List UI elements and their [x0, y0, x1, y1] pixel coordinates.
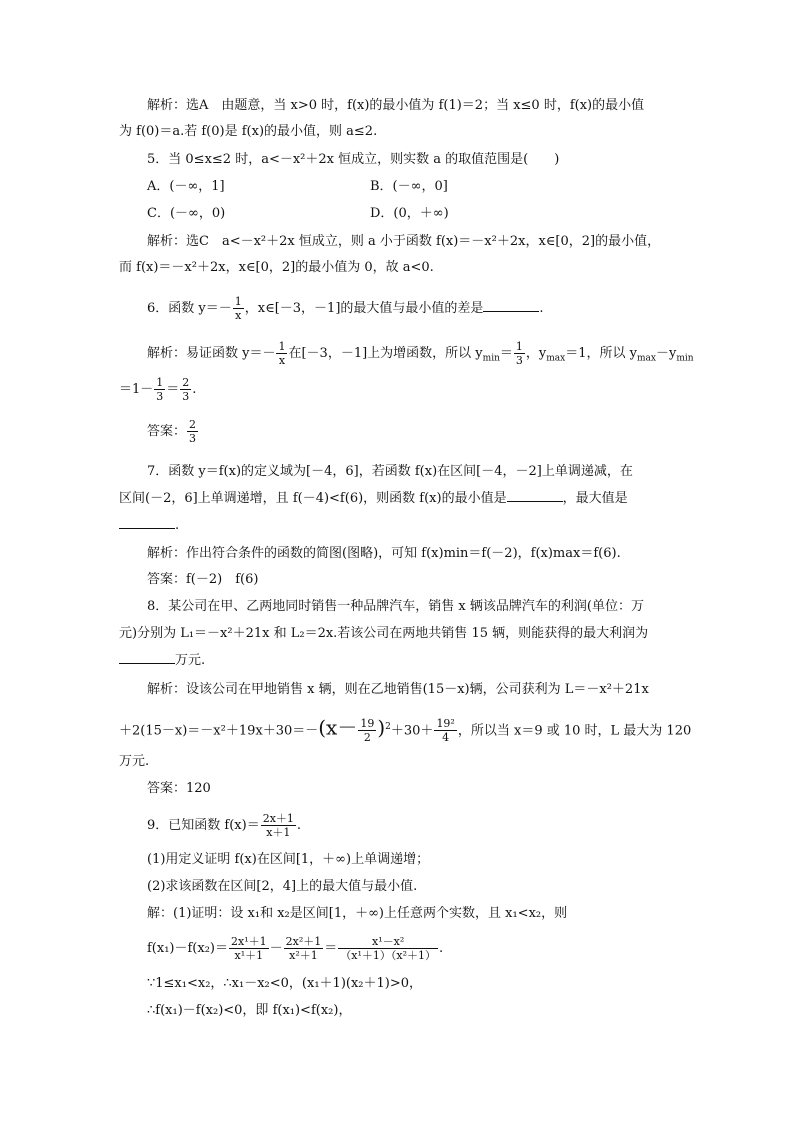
text-run: ，y [525, 346, 547, 361]
option-b: B．(－∞，0] [370, 179, 448, 194]
answer-line [147, 418, 199, 446]
denominator: x²＋1 [289, 949, 318, 962]
option-c: C．(－∞，0) [147, 206, 226, 221]
text-run: ＋2(15－x)＝－x²＋19x＋30＝－ [119, 723, 319, 739]
denominator: x [235, 309, 242, 322]
text-run: . [192, 382, 197, 397]
numerator: 1 [156, 376, 164, 389]
answer-blank [507, 489, 563, 502]
text-line: ∵1≤x₁<x₂，∴x₁－x₂<0，(x₁＋1)(x₂＋1)>0， [147, 976, 423, 991]
question-6 [147, 295, 544, 321]
denominator: 3 [156, 390, 164, 403]
numerator: 2x²＋1 [285, 935, 322, 948]
text-run: ＝ [324, 941, 338, 956]
text-line: 解析：选A 由题意，当 x>0 时，f(x)的最小值为 f(1)＝2；当 x≤0 时，f(x)的最小值 [147, 98, 645, 113]
paren: ) [377, 715, 386, 740]
numerator: 1 [278, 340, 286, 353]
superscript: 2 [385, 722, 391, 732]
text-line: 解：(1)证明：设 x₁和 x₂是区间[1，＋∞)上任意两个实数，且 x₁<x₂，则 [147, 906, 568, 921]
text-run: ＝ [166, 382, 180, 397]
fraction [233, 295, 244, 322]
fraction [180, 376, 191, 403]
text-run: 区间(－2，6]上单调递增，且 f(－4)<f(6)，则函数 f(x)的最小值是 [119, 491, 507, 506]
numerator: 1 [515, 340, 523, 353]
numerator: 2 [182, 376, 190, 389]
question-9 [147, 812, 301, 840]
text-line [119, 489, 628, 509]
text-run: ，x∈[－3，－1]的最大值与最小值的差是 [244, 301, 484, 316]
fraction [154, 376, 165, 403]
text-line: (2)求该函数在区间[2，4]上的最大值与最小值. [147, 879, 418, 894]
option-a: A．(－∞，1] [147, 179, 225, 194]
answer-blank [119, 651, 175, 664]
numerator: 2x＋1 [262, 812, 294, 825]
text-line [119, 376, 196, 404]
text-line: 万元. [119, 754, 150, 769]
denominator: 3 [515, 354, 523, 367]
question-7: 7．函数 y＝f(x)的定义域为[－4，6]，若函数 f(x)在区间[－4，－2]上单调递减，在 [147, 464, 633, 479]
denominator: 3 [182, 390, 190, 403]
text-run: ＋30＋ [390, 723, 434, 739]
answer-line: 答案：120 [147, 781, 211, 796]
denominator: 4 [442, 731, 450, 745]
numerator: x¹－x² [338, 935, 438, 949]
text-run: 在[－3，－1]上为增函数，所以 y [288, 346, 483, 361]
fraction [284, 935, 324, 962]
denominator: x＋1 [266, 826, 291, 839]
numerator: 2 [189, 418, 197, 431]
text-line [147, 340, 694, 366]
subscript: min [482, 353, 500, 364]
text-line: 解析：选C a<－x²＋2x 恒成立，则 a 小于函数 f(x)＝－x²＋2x，x∈[0，2]的最小值， [147, 234, 661, 249]
subscript: min [676, 353, 694, 364]
fraction [187, 418, 198, 445]
option-d: D．(0，＋∞) [370, 206, 449, 221]
text-run: ，所以当 x＝9 或 10 时，L 最大为 120 [457, 723, 692, 739]
text-line [119, 710, 691, 744]
text-run: f(x₁)－f(x₂)＝ [147, 941, 228, 956]
answer-blank [483, 299, 539, 312]
text-run: ＝ [499, 346, 513, 361]
text-run: . [175, 518, 180, 533]
text-line: 解析：作出符合条件的函数的简图(图略)，可知 f(x)min＝f(－2)，f(x)max＝f(6). [147, 546, 621, 561]
text-run: 9．已知函数 f(x)＝ [147, 818, 260, 833]
fraction [434, 717, 456, 744]
numerator: 19 [360, 717, 375, 731]
denominator: （x¹＋1）（x²＋1） [340, 949, 437, 962]
text-line: 为 f(0)＝a.若 f(0)是 f(x)的最小值，则 a≤2. [119, 124, 378, 139]
answer-line: 答案：f(－2) f(6) [147, 572, 259, 587]
text-run: － [269, 941, 283, 956]
numerator: 1 [234, 295, 242, 308]
text-line: 而 f(x)＝－x²＋2x，x∈[0，2]的最小值为 0，故 a<0. [119, 260, 434, 275]
text-line: 解析：设该公司在甲地销售 x 辆，则在乙地销售(15－x)辆，公司获利为 L＝－x²＋21x [147, 682, 649, 697]
answer-blank [119, 516, 175, 529]
text-line [119, 516, 179, 536]
subscript: max [546, 353, 566, 364]
denominator: x¹＋1 [234, 949, 264, 962]
text-line: (1)用定义证明 f(x)在区间[1，＋∞)上单调递增； [147, 852, 430, 867]
numerator: 19² [436, 717, 455, 731]
text-line: ∴f(x₁)－f(x₂)<0，即 f(x₁)<f(x₂)， [147, 1003, 352, 1018]
text-run: ＝1－ [119, 382, 154, 397]
denominator: x [278, 354, 286, 367]
text-line: 元)分别为 L₁＝－x²＋21x 和 L₂＝2x.若该公司在两地共销售 15 辆，则能获得的最大利润为 [119, 626, 649, 641]
text-run: ＝1，所以 y [565, 346, 637, 361]
paren: (x－ [318, 715, 358, 740]
text-run: 万元. [175, 653, 206, 668]
text-run: 6．函数 y＝－ [147, 301, 232, 316]
fraction [358, 717, 376, 744]
denominator: 2 [363, 731, 371, 745]
question-5: 5．当 0≤x≤2 时，a<－x²＋2x 恒成立，则实数 a 的取值范围是( ) [147, 152, 560, 167]
fraction [514, 340, 525, 367]
fraction [229, 935, 269, 962]
text-line [119, 651, 205, 671]
text-run: －y [655, 346, 677, 361]
text-run: 答案： [147, 424, 187, 439]
text-run: ，最大值是 [562, 491, 628, 506]
text-line [147, 932, 443, 966]
text-run: . [539, 301, 544, 316]
denominator: 3 [189, 432, 197, 445]
fraction [261, 812, 296, 839]
numerator: 2x¹＋1 [231, 935, 267, 948]
fraction [276, 340, 287, 367]
text-run: . [296, 818, 302, 833]
subscript: max [636, 353, 656, 364]
question-8: 8．某公司在甲、乙两地同时销售一种品牌汽车，销售 x 辆该品牌汽车的利润(单位：万 [147, 599, 644, 614]
text-run: 解析：易证函数 y＝－ [147, 346, 276, 361]
fraction [338, 935, 438, 962]
text-run: . [439, 941, 444, 956]
